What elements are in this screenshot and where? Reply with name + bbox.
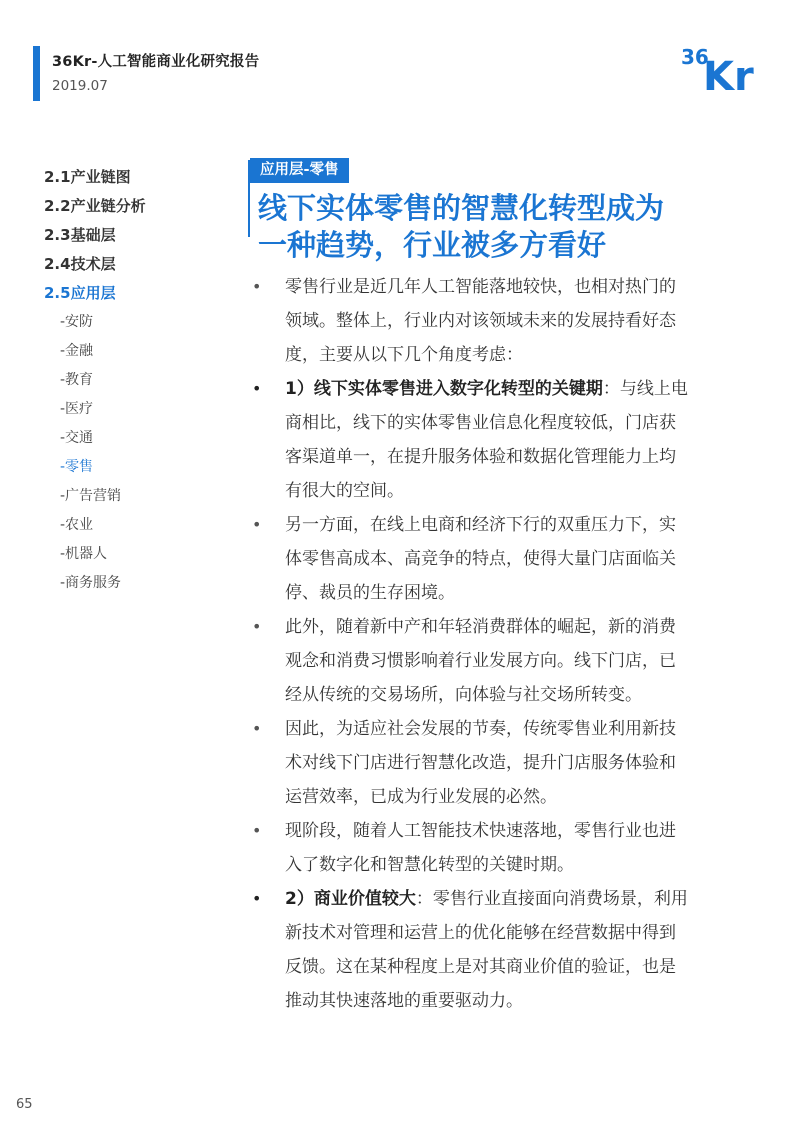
logo-letters: Kr xyxy=(703,54,754,94)
bullet-marker: • xyxy=(252,277,262,296)
bullet-item xyxy=(252,712,732,814)
bullet-item xyxy=(252,610,732,712)
bullet-line: 有很大的空间。 xyxy=(285,481,404,501)
bullet-line: 新技术对管理和运营上的优化能够在经营数据中得到 xyxy=(285,923,676,943)
bullet-bold-lead: 1）线下实体零售进入数字化转型的关键期 xyxy=(285,379,603,399)
sidebar-nav xyxy=(44,163,224,598)
sub-item-robotics[interactable]: -机器人 xyxy=(60,546,108,562)
bullet-item xyxy=(252,270,732,372)
headline-line: 线下实体零售的智慧化转型成为 xyxy=(258,191,665,225)
bullet-line: 零售行业是近几年人工智能落地较快，也相对热门的 xyxy=(285,277,676,297)
bullet-line: 另一方面，在线上电商和经济下行的双重压力下，实 xyxy=(285,515,676,535)
nav-item-chain-analysis[interactable]: 2.2产业链分析 xyxy=(44,197,146,215)
sub-item-education[interactable]: -教育 xyxy=(60,372,94,388)
bullet-marker: • xyxy=(252,719,262,738)
page-headline xyxy=(258,190,738,264)
bullet-line: 客渠道单一，在提升服务体验和数据化管理能力上均 xyxy=(285,447,676,467)
bullet-marker: • xyxy=(252,379,262,398)
bullet-line: 术对线下门店进行智慧化改造，提升门店服务体验和 xyxy=(285,753,676,773)
content-bullets xyxy=(252,270,732,1018)
bullet-marker: • xyxy=(252,889,262,908)
brand-logo xyxy=(681,44,765,94)
bullet-line: 入了数字化和智慧化转型的关键时期。 xyxy=(285,855,574,875)
sub-item-transport[interactable]: -交通 xyxy=(60,430,94,446)
section-tag: 应用层-零售 xyxy=(250,158,349,183)
bullet-line: 因此，为适应社会发展的节奏，传统零售业利用新技 xyxy=(285,719,676,739)
sub-item-retail[interactable]: -零售 xyxy=(60,459,94,475)
headline-line: 一种趋势，行业被多方看好 xyxy=(258,228,607,262)
nav-item-industry-chart[interactable]: 2.1产业链图 xyxy=(44,168,131,186)
bullet-line: 经从传统的交易场所，向体验与社交场所转变。 xyxy=(285,685,642,705)
bullet-line: 度，主要从以下几个角度考虑： xyxy=(285,345,523,365)
bullet-line: ：与线上电 xyxy=(602,379,688,399)
bullet-line: 推动其快速落地的重要驱动力。 xyxy=(285,991,523,1011)
bullet-marker: • xyxy=(252,821,262,840)
sub-item-business-services[interactable]: -商务服务 xyxy=(60,575,122,591)
nav-item-base-layer[interactable]: 2.3基础层 xyxy=(44,226,116,244)
bullet-bold-lead: 2）商业价值较大 xyxy=(285,889,416,909)
bullet-item xyxy=(252,814,732,882)
bullet-line: 停、裁员的生存困境。 xyxy=(285,583,455,603)
bullet-line: 领域。整体上，行业内对该领域未来的发展持看好态 xyxy=(285,311,676,331)
sub-item-medical[interactable]: -医疗 xyxy=(60,401,94,417)
bullet-line: 运营效率，已成为行业发展的必然。 xyxy=(285,787,557,807)
sub-item-finance[interactable]: -金融 xyxy=(60,343,94,359)
page-number: 65 xyxy=(16,1097,33,1112)
logo-digits: 36 xyxy=(681,45,709,69)
bullet-line: 商相比，线下的实体零售业信息化程度较低，门店获 xyxy=(285,413,676,433)
header-accent-bar xyxy=(33,46,40,101)
report-date: 2019.07 xyxy=(52,78,108,94)
bullet-item xyxy=(252,372,732,508)
bullet-marker: • xyxy=(252,515,262,534)
bullet-item xyxy=(252,882,732,1018)
bullet-line: 此外，随着新中产和年轻消费群体的崛起，新的消费 xyxy=(285,617,676,637)
sub-item-advertising[interactable]: -广告营销 xyxy=(60,488,122,504)
bullet-marker: • xyxy=(252,617,262,636)
bullet-line: 反馈。这在某种程度上是对其商业价值的验证，也是 xyxy=(285,957,676,977)
sub-item-security[interactable]: -安防 xyxy=(60,314,94,330)
bullet-line: 体零售高成本、高竞争的特点，使得大量门店面临关 xyxy=(285,549,676,569)
bullet-line: 现阶段，随着人工智能技术快速落地，零售行业也进 xyxy=(285,821,676,841)
sub-item-agriculture[interactable]: -农业 xyxy=(60,517,94,533)
nav-item-application-layer[interactable]: 2.5应用层 xyxy=(44,284,116,302)
report-title: 36Kr-人工智能商业化研究报告 xyxy=(52,54,260,70)
bullet-line: ：零售行业直接面向消费场景，利用 xyxy=(415,889,688,909)
bullet-item xyxy=(252,508,732,610)
bullet-line: 观念和消费习惯影响着行业发展方向。线下门店，已 xyxy=(285,651,676,671)
nav-item-tech-layer[interactable]: 2.4技术层 xyxy=(44,255,116,273)
